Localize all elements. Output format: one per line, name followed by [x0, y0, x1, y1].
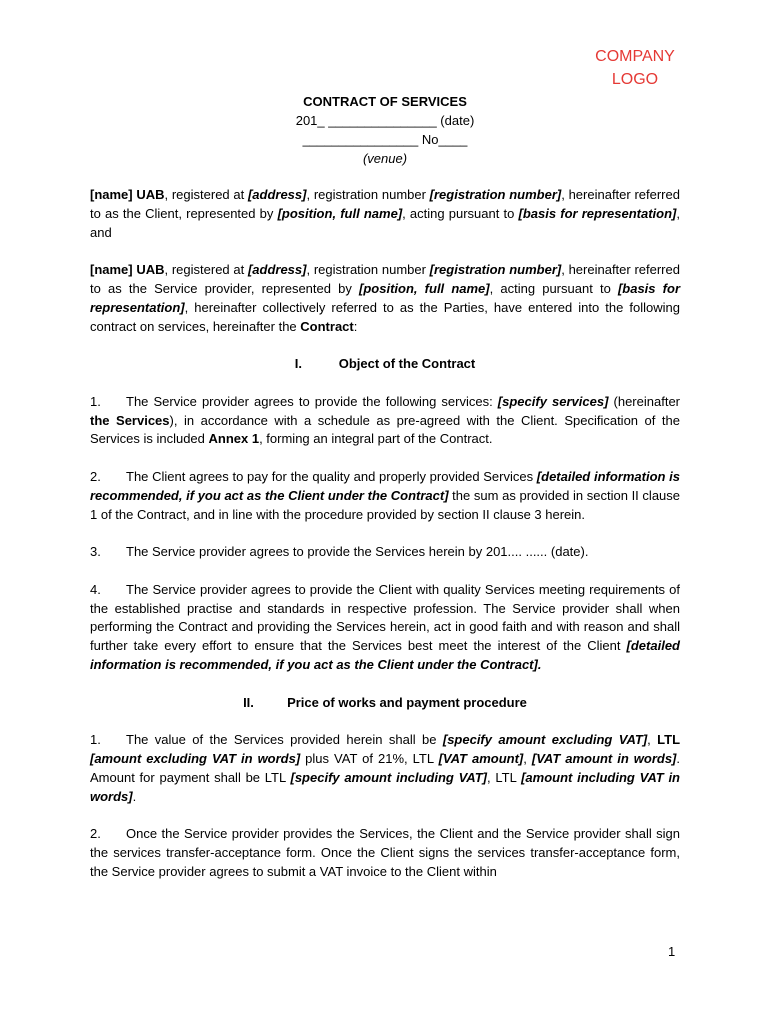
contract-header	[90, 92, 680, 168]
client-address: [address]	[247, 187, 307, 202]
venue-line: (venue)	[362, 151, 408, 166]
section-1-clause-2: 2. The Client agrees to pay for the quality and properly provided Services [detailed information is recommended, if you act as the Client under the Contract] the sum as provided in section II clause 1 of the Contract, and in line with the procedure provided by section II clause 3 herein.	[90, 468, 681, 522]
client-registration: [registration number]	[429, 187, 562, 202]
party-provider-paragraph: [name] UAB, registered at [address], registration number [registration number], hereinafter referred to as the Service provider, represented by [position, full name], acting pursuant to [basis for representation], hereinafter collectively referred to as the Parties, have entered into the following contract on services, hereinafter the Contract:	[90, 262, 681, 334]
contract-title: CONTRACT OF SERVICES	[303, 94, 467, 109]
provider-address: [address]	[247, 262, 307, 278]
number-line: ________________ No____	[302, 132, 468, 147]
client-name: [name] UAB	[90, 187, 165, 202]
section-1-heading: I. Object of the Contract	[294, 356, 476, 372]
provider-registration: [registration number]	[429, 262, 562, 278]
client-representative: [position, full name]	[277, 205, 403, 221]
contract-term: Contract	[300, 318, 354, 334]
company-logo	[560, 45, 710, 91]
section-1-clause-3: 3. The Service provider agrees to provide the Services herein by 201.... ...... (date).	[90, 544, 589, 560]
provider-basis: [basis for representation]	[90, 280, 681, 315]
provider-representative: [position, full name]	[359, 280, 490, 296]
page-number: 1	[668, 944, 676, 959]
logo-line-1: COMPANY	[595, 48, 675, 65]
party-client-paragraph: [name] UAB, registered at [address], registration number [registration number], hereinafter referred to as the Client, represented by [position, full name], acting pursuant to [basis for representation], and	[90, 187, 681, 240]
section-2-clause-2: 2. Once the Service provider provides the Services, the Client and the Service provider shall sign the services transfer-acceptance form. Once the Client signs the services transfer-acceptance form, the Service provider agrees to submit a VAT invoice to the Client within	[90, 826, 680, 879]
section-1-clause-1: 1. The Service provider agrees to provide the following services: [specify services] (hereinafter the Services), in accordance with a schedule as pre-agreed with the Client. Specification of the Services is included Annex 1, forming an integral part of the Contract.	[90, 393, 681, 447]
section-2-heading: II. Price of works and payment procedure	[243, 694, 527, 710]
client-basis: [basis for representation]	[518, 205, 677, 221]
logo-line-2: LOGO	[611, 71, 659, 88]
contract-body	[90, 186, 680, 900]
provider-name: [name] UAB	[90, 262, 165, 278]
section-2-clause-1: 1. The value of the Services provided herein shall be [specify amount excluding VAT], LTL [amount excluding VAT in words] plus VAT of 21%, LTL [VAT amount], [VAT amount in words]. Amount for payment shall be LTL [specify amount including VAT], LTL [amount including VAT in words].	[90, 732, 681, 804]
date-line: 201_ _______________ (date)	[295, 113, 475, 128]
section-1-clause-4: 4. The Service provider agrees to provide the Client with quality Services meeting requirements of the established practise and standards in respective profession. The Service provider shall when performing the Contract and providing the Services herein, act in good faith and with reason and shall further take every effort to ensure that the Services best meet the interest of the Client [detailed information is recommended, if you act as the Client under the Contract].	[90, 581, 680, 672]
